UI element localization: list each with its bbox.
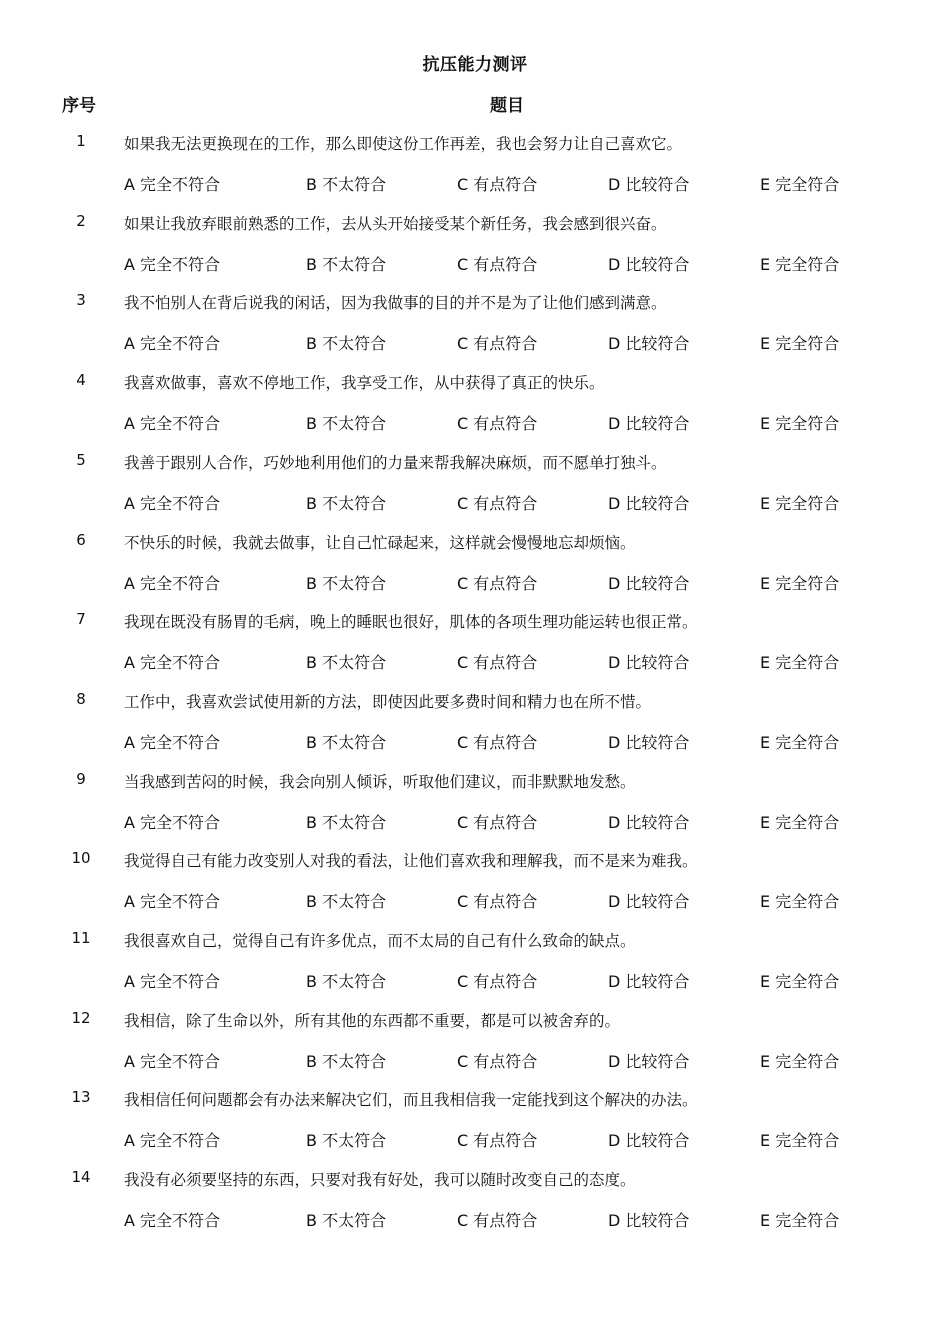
question-text: 如果让我放弃眼前熟悉的工作，去从头开始接受某个新任务，我会感到很兴奋。 — [124, 215, 667, 233]
option-e: E 完全符合 — [760, 972, 840, 991]
question-number: 4 — [76, 371, 86, 389]
question-item — [0, 690, 950, 770]
option-e: E 完全符合 — [760, 653, 840, 672]
option-d: D 比较符合 — [608, 255, 690, 274]
option-a: A 完全不符合 — [124, 175, 221, 194]
option-a: A 完全不符合 — [124, 414, 221, 433]
option-a: A 完全不符合 — [124, 574, 221, 593]
option-c: C 有点符合 — [457, 1131, 538, 1150]
question-item — [0, 770, 950, 850]
option-c: C 有点符合 — [457, 653, 538, 672]
question-item — [0, 849, 950, 929]
option-b: B 不太符合 — [306, 813, 387, 832]
option-d: D 比较符合 — [608, 175, 690, 194]
option-a: A 完全不符合 — [124, 1211, 221, 1230]
column-header-number: 序号 — [62, 96, 96, 116]
option-e: E 完全符合 — [760, 1211, 840, 1230]
question-number: 3 — [76, 291, 86, 309]
option-b: B 不太符合 — [306, 733, 387, 752]
option-d: D 比较符合 — [608, 494, 690, 513]
option-c: C 有点符合 — [457, 892, 538, 911]
option-d: D 比较符合 — [608, 653, 690, 672]
option-d: D 比较符合 — [608, 334, 690, 353]
question-item — [0, 610, 950, 690]
option-c: C 有点符合 — [457, 574, 538, 593]
option-b: B 不太符合 — [306, 1211, 387, 1230]
question-item — [0, 451, 950, 531]
question-text: 我现在既没有肠胃的毛病，晚上的睡眠也很好，肌体的各项生理功能运转也很正常。 — [124, 613, 698, 631]
question-text: 如果我无法更换现在的工作，那么即使这份工作再差，我也会努力让自己喜欢它。 — [124, 135, 683, 153]
option-a: A 完全不符合 — [124, 653, 221, 672]
option-d: D 比较符合 — [608, 972, 690, 991]
question-text: 我喜欢做事，喜欢不停地工作，我享受工作，从中获得了真正的快乐。 — [124, 374, 605, 392]
option-a: A 完全不符合 — [124, 334, 221, 353]
option-c: C 有点符合 — [457, 334, 538, 353]
option-b: B 不太符合 — [306, 175, 387, 194]
option-c: C 有点符合 — [457, 175, 538, 194]
question-number: 6 — [76, 531, 86, 549]
option-e: E 完全符合 — [760, 733, 840, 752]
question-number: 12 — [71, 1009, 91, 1027]
question-text: 不快乐的时候，我就去做事，让自己忙碌起来，这样就会慢慢地忘却烦恼。 — [124, 534, 636, 552]
question-text: 我相信，除了生命以外，所有其他的东西都不重要，都是可以被舍弃的。 — [124, 1012, 621, 1030]
option-d: D 比较符合 — [608, 1211, 690, 1230]
question-item — [0, 291, 950, 371]
option-d: D 比较符合 — [608, 1131, 690, 1150]
question-number: 7 — [76, 610, 86, 628]
question-item — [0, 1168, 950, 1248]
option-d: D 比较符合 — [608, 892, 690, 911]
option-a: A 完全不符合 — [124, 1052, 221, 1071]
option-b: B 不太符合 — [306, 972, 387, 991]
option-d: D 比较符合 — [608, 574, 690, 593]
option-b: B 不太符合 — [306, 334, 387, 353]
question-item — [0, 212, 950, 292]
option-b: B 不太符合 — [306, 653, 387, 672]
question-text: 我很喜欢自己，觉得自己有许多优点，而不太局的自己有什么致命的缺点。 — [124, 932, 636, 950]
option-e: E 完全符合 — [760, 334, 840, 353]
question-text: 当我感到苦闷的时候，我会向别人倾诉，听取他们建议，而非默默地发愁。 — [124, 773, 636, 791]
option-e: E 完全符合 — [760, 813, 840, 832]
option-b: B 不太符合 — [306, 255, 387, 274]
option-b: B 不太符合 — [306, 1052, 387, 1071]
question-text: 我善于跟别人合作，巧妙地利用他们的力量来帮我解决麻烦，而不愿单打独斗。 — [124, 454, 667, 472]
option-c: C 有点符合 — [457, 414, 538, 433]
question-text: 我不怕别人在背后说我的闲话，因为我做事的目的并不是为了让他们感到满意。 — [124, 294, 667, 312]
option-a: A 完全不符合 — [124, 255, 221, 274]
option-e: E 完全符合 — [760, 255, 840, 274]
option-e: E 完全符合 — [760, 574, 840, 593]
option-b: B 不太符合 — [306, 574, 387, 593]
question-text: 我觉得自己有能力改变别人对我的看法，让他们喜欢我和理解我，而不是来为难我。 — [124, 852, 698, 870]
option-b: B 不太符合 — [306, 414, 387, 433]
option-d: D 比较符合 — [608, 733, 690, 752]
question-number: 5 — [76, 451, 86, 469]
question-item — [0, 531, 950, 611]
option-c: C 有点符合 — [457, 255, 538, 274]
option-b: B 不太符合 — [306, 892, 387, 911]
question-text: 我没有必须要坚持的东西，只要对我有好处，我可以随时改变自己的态度。 — [124, 1171, 636, 1189]
option-c: C 有点符合 — [457, 494, 538, 513]
question-number: 9 — [76, 770, 86, 788]
option-e: E 完全符合 — [760, 1052, 840, 1071]
option-e: E 完全符合 — [760, 175, 840, 194]
option-a: A 完全不符合 — [124, 972, 221, 991]
question-item — [0, 1009, 950, 1089]
question-number: 1 — [76, 132, 86, 150]
option-a: A 完全不符合 — [124, 813, 221, 832]
question-text: 工作中，我喜欢尝试使用新的方法，即使因此要多费时间和精力也在所不惜。 — [124, 693, 652, 711]
option-e: E 完全符合 — [760, 892, 840, 911]
option-c: C 有点符合 — [457, 733, 538, 752]
column-header-question: 题目 — [490, 96, 524, 116]
option-d: D 比较符合 — [608, 414, 690, 433]
option-e: E 完全符合 — [760, 1131, 840, 1150]
option-e: E 完全符合 — [760, 414, 840, 433]
option-b: B 不太符合 — [306, 1131, 387, 1150]
option-c: C 有点符合 — [457, 1211, 538, 1230]
option-b: B 不太符合 — [306, 494, 387, 513]
option-e: E 完全符合 — [760, 494, 840, 513]
option-c: C 有点符合 — [457, 813, 538, 832]
option-a: A 完全不符合 — [124, 733, 221, 752]
question-item — [0, 1088, 950, 1168]
question-item — [0, 929, 950, 1009]
question-item — [0, 371, 950, 451]
page-title: 抗压能力测评 — [422, 55, 528, 75]
question-number: 8 — [76, 690, 86, 708]
option-d: D 比较符合 — [608, 813, 690, 832]
question-number: 10 — [71, 849, 91, 867]
question-item — [0, 132, 950, 212]
option-c: C 有点符合 — [457, 972, 538, 991]
option-c: C 有点符合 — [457, 1052, 538, 1071]
question-number: 2 — [76, 212, 86, 230]
question-number: 13 — [71, 1088, 91, 1106]
option-d: D 比较符合 — [608, 1052, 690, 1071]
option-a: A 完全不符合 — [124, 1131, 221, 1150]
question-number: 14 — [71, 1168, 91, 1186]
question-number: 11 — [71, 929, 91, 947]
option-a: A 完全不符合 — [124, 494, 221, 513]
option-a: A 完全不符合 — [124, 892, 221, 911]
question-text: 我相信任何问题都会有办法来解决它们，而且我相信我一定能找到这个解决的办法。 — [124, 1091, 698, 1109]
